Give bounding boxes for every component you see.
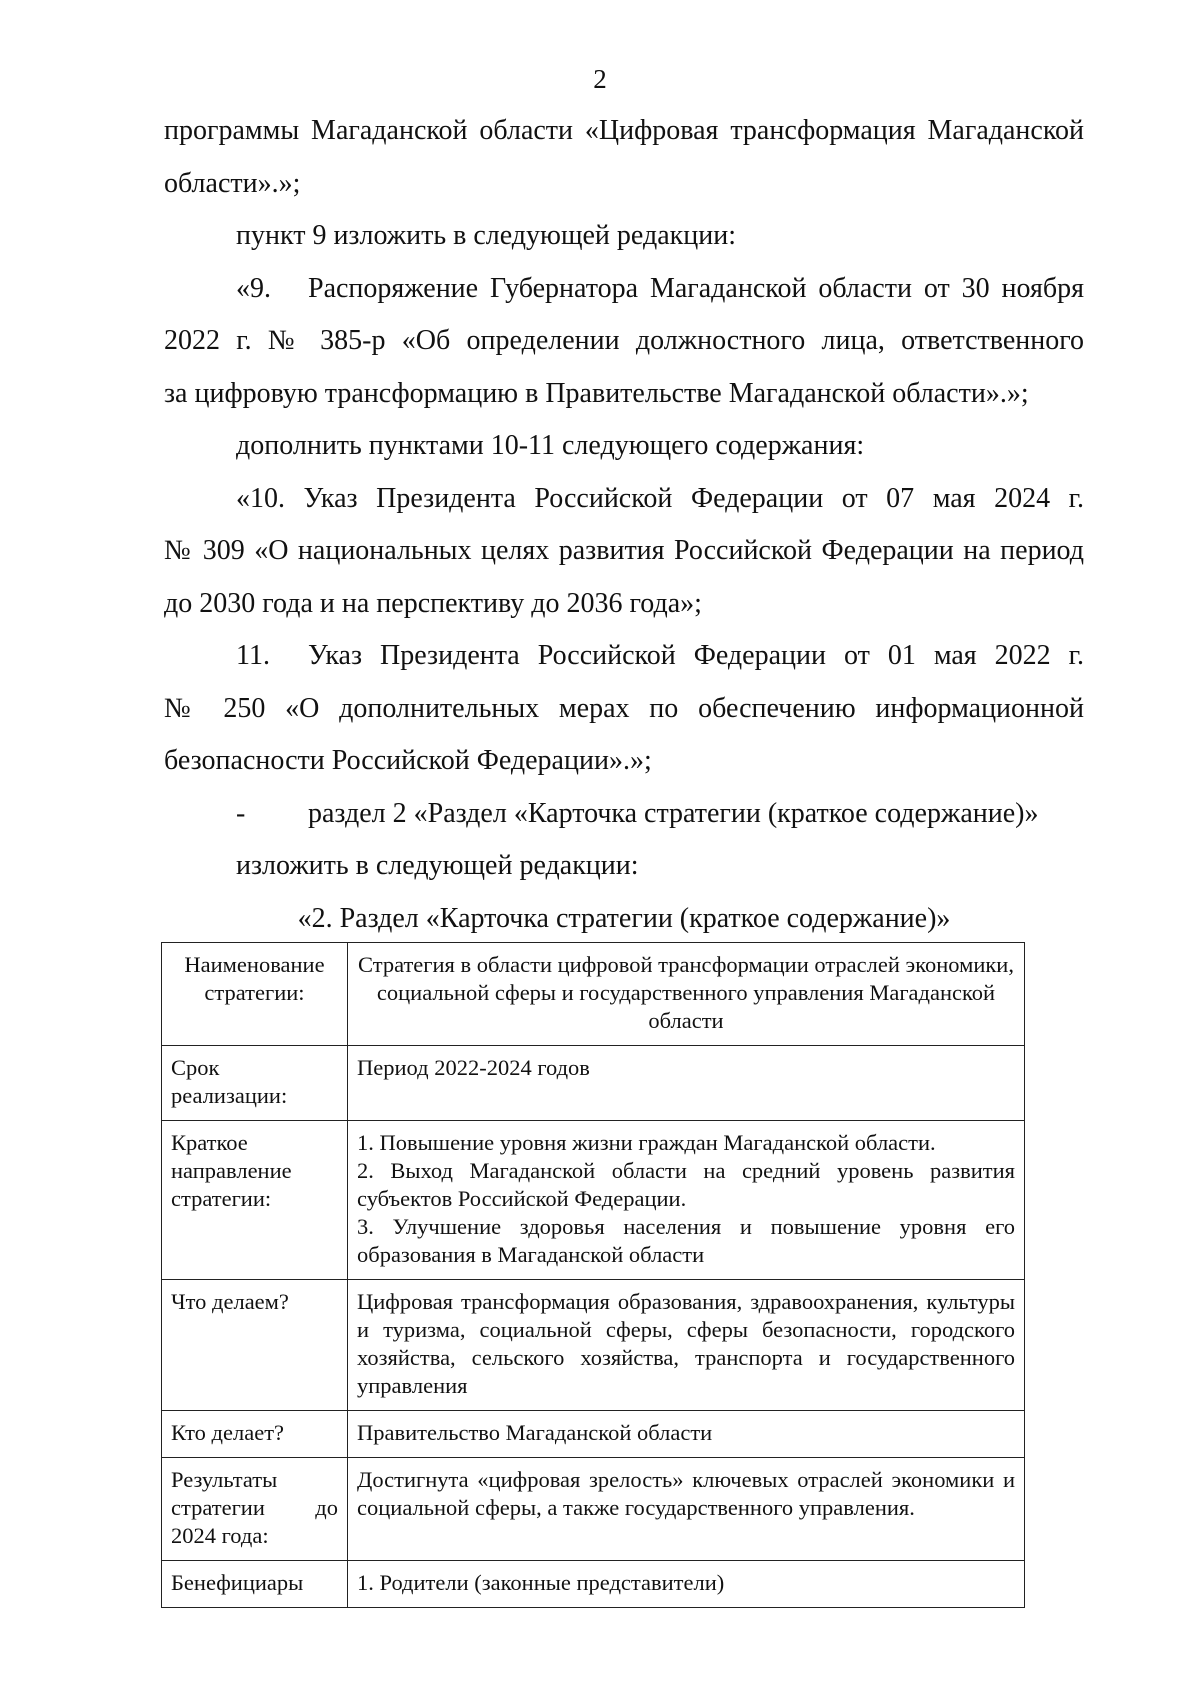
table-row	[162, 1411, 1025, 1458]
row-value: Цифровая трансформация образования, здравоохранения, культуры и туризма, социальной сферы, сферы безопасности, городского хозяйства, сельского хозяйства, транспорта и государственного управления	[348, 1280, 1025, 1411]
table-row	[162, 1561, 1025, 1608]
row-label: Результаты стратегии до 2024 года:	[162, 1458, 348, 1561]
paragraph-line: дополнить пунктами 10-11 следующего содержания:	[236, 430, 865, 461]
paragraph-line: «10. Указ Президента Российской Федерации от 07 мая 2024 г.	[236, 482, 1084, 514]
paragraph-line: Указ Президента Российской Федерации от 01 мая 2022 г.	[308, 640, 1084, 671]
numbered-item-11	[164, 630, 1084, 683]
paragraph-line: программы Магаданской области «Цифровая трансформация Магаданской	[164, 115, 1084, 146]
row-label: Кто делает?	[162, 1411, 348, 1458]
paragraph-line: № 250 «О дополнительных мерах по обеспечению информационной	[164, 692, 1084, 724]
paragraph-line: за цифровую трансформацию в Правительстве Магаданской области».»;	[164, 377, 1029, 409]
paragraph-line: до 2030 года и на перспективу до 2036 года»;	[164, 587, 702, 619]
paragraph-line: № 309 «О национальных целях развития Российской Федерации на период	[164, 535, 1084, 566]
row-value: Стратегия в области цифровой трансформации отраслей экономики, социальной сферы и государственного управления Магаданской области	[348, 943, 1025, 1046]
numbered-item-9	[164, 263, 1084, 316]
item-number: «9.	[236, 272, 271, 304]
table-row	[162, 943, 1025, 1046]
row-label: Срок реализации:	[162, 1046, 348, 1121]
dash-item	[164, 788, 1084, 841]
table-row	[162, 1121, 1025, 1280]
strategy-card-table	[161, 942, 1025, 1608]
paragraph-line: раздел 2 «Раздел «Карточка стратегии (краткое содержание)»	[308, 797, 1039, 829]
table-row	[162, 1458, 1025, 1561]
row-value: Период 2022-2024 годов	[348, 1046, 1025, 1121]
direction-item: 3. Улучшение здоровья населения и повышение уровня его образования в Магаданской области	[357, 1214, 1015, 1267]
row-label: Бенефициары	[162, 1561, 348, 1608]
paragraph-line: области».»;	[164, 167, 301, 199]
page-number: 2	[593, 64, 607, 94]
paragraph-line: 2022 г. № 385-р «Об определении должностного лица, ответственного	[164, 325, 1084, 356]
paragraph-line: пункт 9 изложить в следующей редакции:	[236, 220, 736, 251]
row-label: Краткое направление стратегии:	[162, 1121, 348, 1280]
paragraph-line: изложить в следующей редакции:	[236, 850, 639, 881]
table-row	[162, 1046, 1025, 1121]
document-body	[164, 105, 1084, 945]
paragraph-line: безопасности Российской Федерации».»;	[164, 745, 652, 776]
direction-item: 1. Повышение уровня жизни граждан Магаданской области.	[357, 1130, 936, 1155]
item-number: 11.	[236, 640, 270, 671]
row-value	[348, 1121, 1025, 1280]
paragraph-line: Распоряжение Губернатора Магаданской области от 30 ноября	[308, 272, 1084, 304]
row-label: Наименование стратегии:	[162, 943, 348, 1046]
table-row	[162, 1280, 1025, 1411]
section-heading: «2. Раздел «Карточка стратегии (краткое содержание)»	[297, 902, 951, 934]
direction-item: 2. Выход Магаданской области на средний уровень развития субъектов Российской Федерации.	[357, 1158, 1015, 1211]
row-label: Что делаем?	[162, 1280, 348, 1411]
row-value: 1. Родители (законные представители)	[348, 1561, 1025, 1608]
row-value: Достигнута «цифровая зрелость» ключевых отраслей экономики и социальной сферы, а также государственного управления.	[348, 1458, 1025, 1561]
dash-marker: -	[236, 797, 246, 829]
row-value: Правительство Магаданской области	[348, 1411, 1025, 1458]
